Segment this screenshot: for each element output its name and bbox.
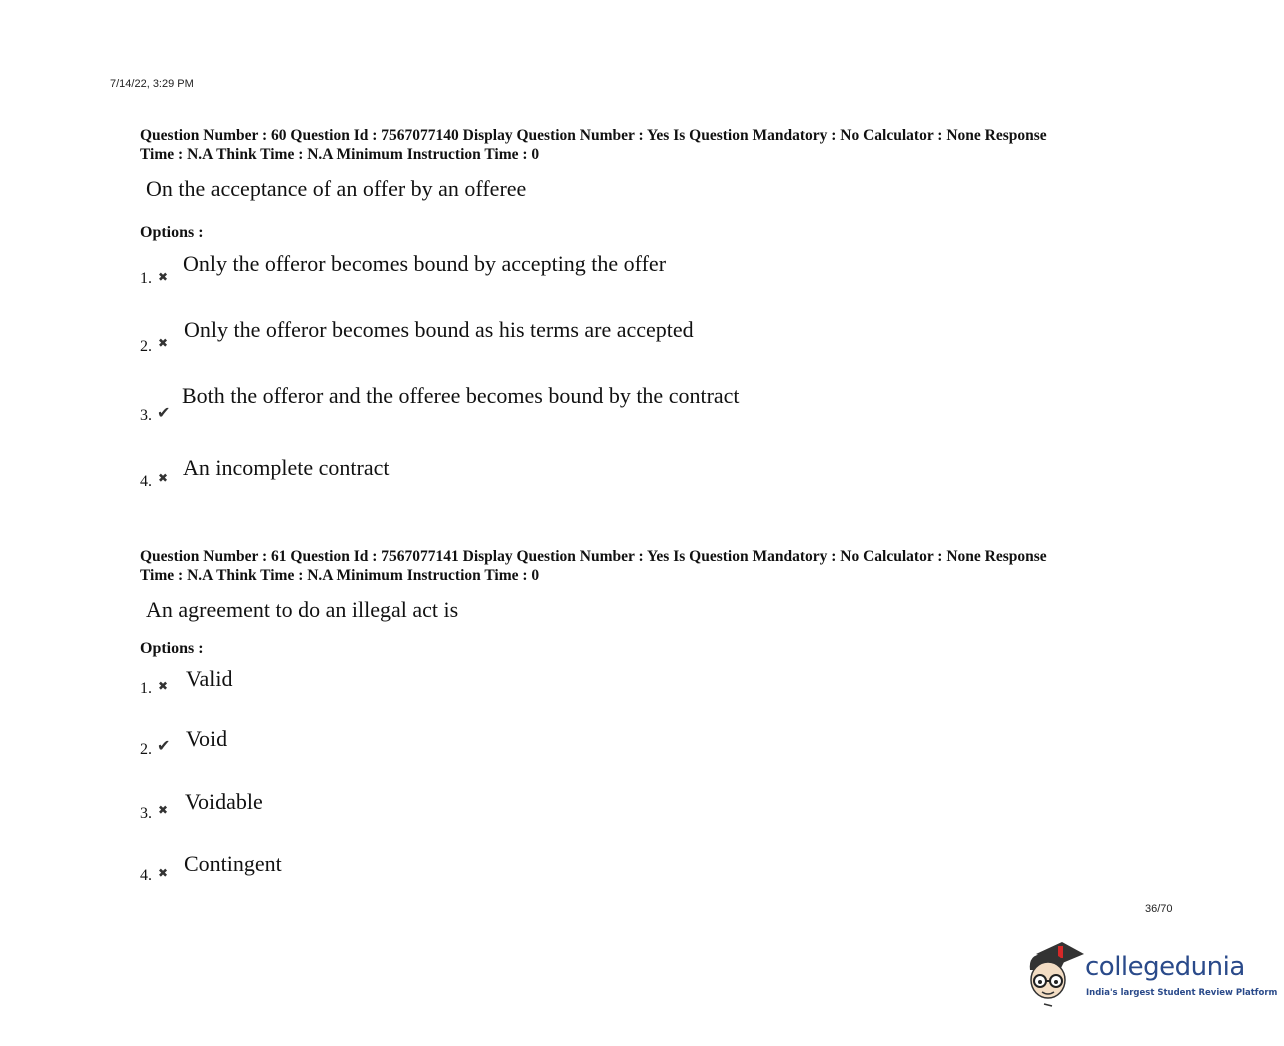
question-text: An agreement to do an illegal act is [146,597,459,622]
cross-icon: ✖ [158,336,169,350]
cross-icon: ✖ [158,803,169,817]
option-text: Voidable [185,789,263,814]
collegedunia-logo [1024,940,1278,1010]
cross-icon: ✖ [158,471,169,485]
logo-tagline: India's largest Student Review Platform [1086,988,1278,998]
print-timestamp: 7/14/22, 3:29 PM [110,78,194,90]
option-text: Void [186,726,228,751]
logo-wordmark: collegedunia [1085,952,1245,982]
option-4 [140,455,1040,495]
option-2 [140,726,1040,766]
question-meta-line-1: Question Number : 61 Question Id : 7567077141 Display Question Number : Yes Is Question Mandatory : No Calculator : None Response [140,548,1047,565]
options-label: Options : [140,224,204,241]
mascot-icon [1024,940,1086,1010]
option-text: Contingent [184,851,282,876]
cross-icon: ✖ [158,866,169,880]
question-meta [140,547,1180,585]
question-meta-line-2: Time : N.A Think Time : N.A Minimum Instruction Time : 0 [140,567,540,584]
option-number: 2. [140,741,152,758]
page-number: 36/70 [1145,903,1173,915]
cross-icon: ✖ [158,270,169,284]
option-number: 1. [140,270,152,287]
option-number: 3. [140,805,152,822]
options-label: Options : [140,640,204,657]
option-1 [140,251,1040,291]
question-meta-line-2: Time : N.A Think Time : N.A Minimum Instruction Time : 0 [140,146,540,163]
option-text: Both the offeror and the offeree becomes bound by the contract [182,383,740,408]
option-text: An incomplete contract [183,455,390,480]
question-block-60 [140,126,1180,506]
option-number: 1. [140,680,152,697]
option-text: Only the offeror becomes bound as his terms are accepted [184,317,694,342]
question-meta-line-1: Question Number : 60 Question Id : 7567077140 Display Question Number : Yes Is Question Mandatory : No Calculator : None Response [140,127,1047,144]
cross-icon: ✖ [158,679,169,693]
question-block-61 [140,547,1180,897]
question-text: On the acceptance of an offer by an offeree [146,176,527,201]
check-icon: ✔ [157,736,171,755]
option-1 [140,666,1040,706]
option-text: Valid [186,666,233,691]
option-number: 4. [140,867,152,884]
option-3 [140,383,1040,423]
option-3 [140,789,1040,829]
question-meta [140,126,1180,164]
option-number: 4. [140,473,152,490]
option-number: 3. [140,407,152,424]
option-text: Only the offeror becomes bound by accepting the offer [183,251,667,276]
option-2 [140,317,1040,357]
option-number: 2. [140,338,152,355]
check-icon: ✔ [157,403,171,422]
option-4 [140,851,1040,891]
